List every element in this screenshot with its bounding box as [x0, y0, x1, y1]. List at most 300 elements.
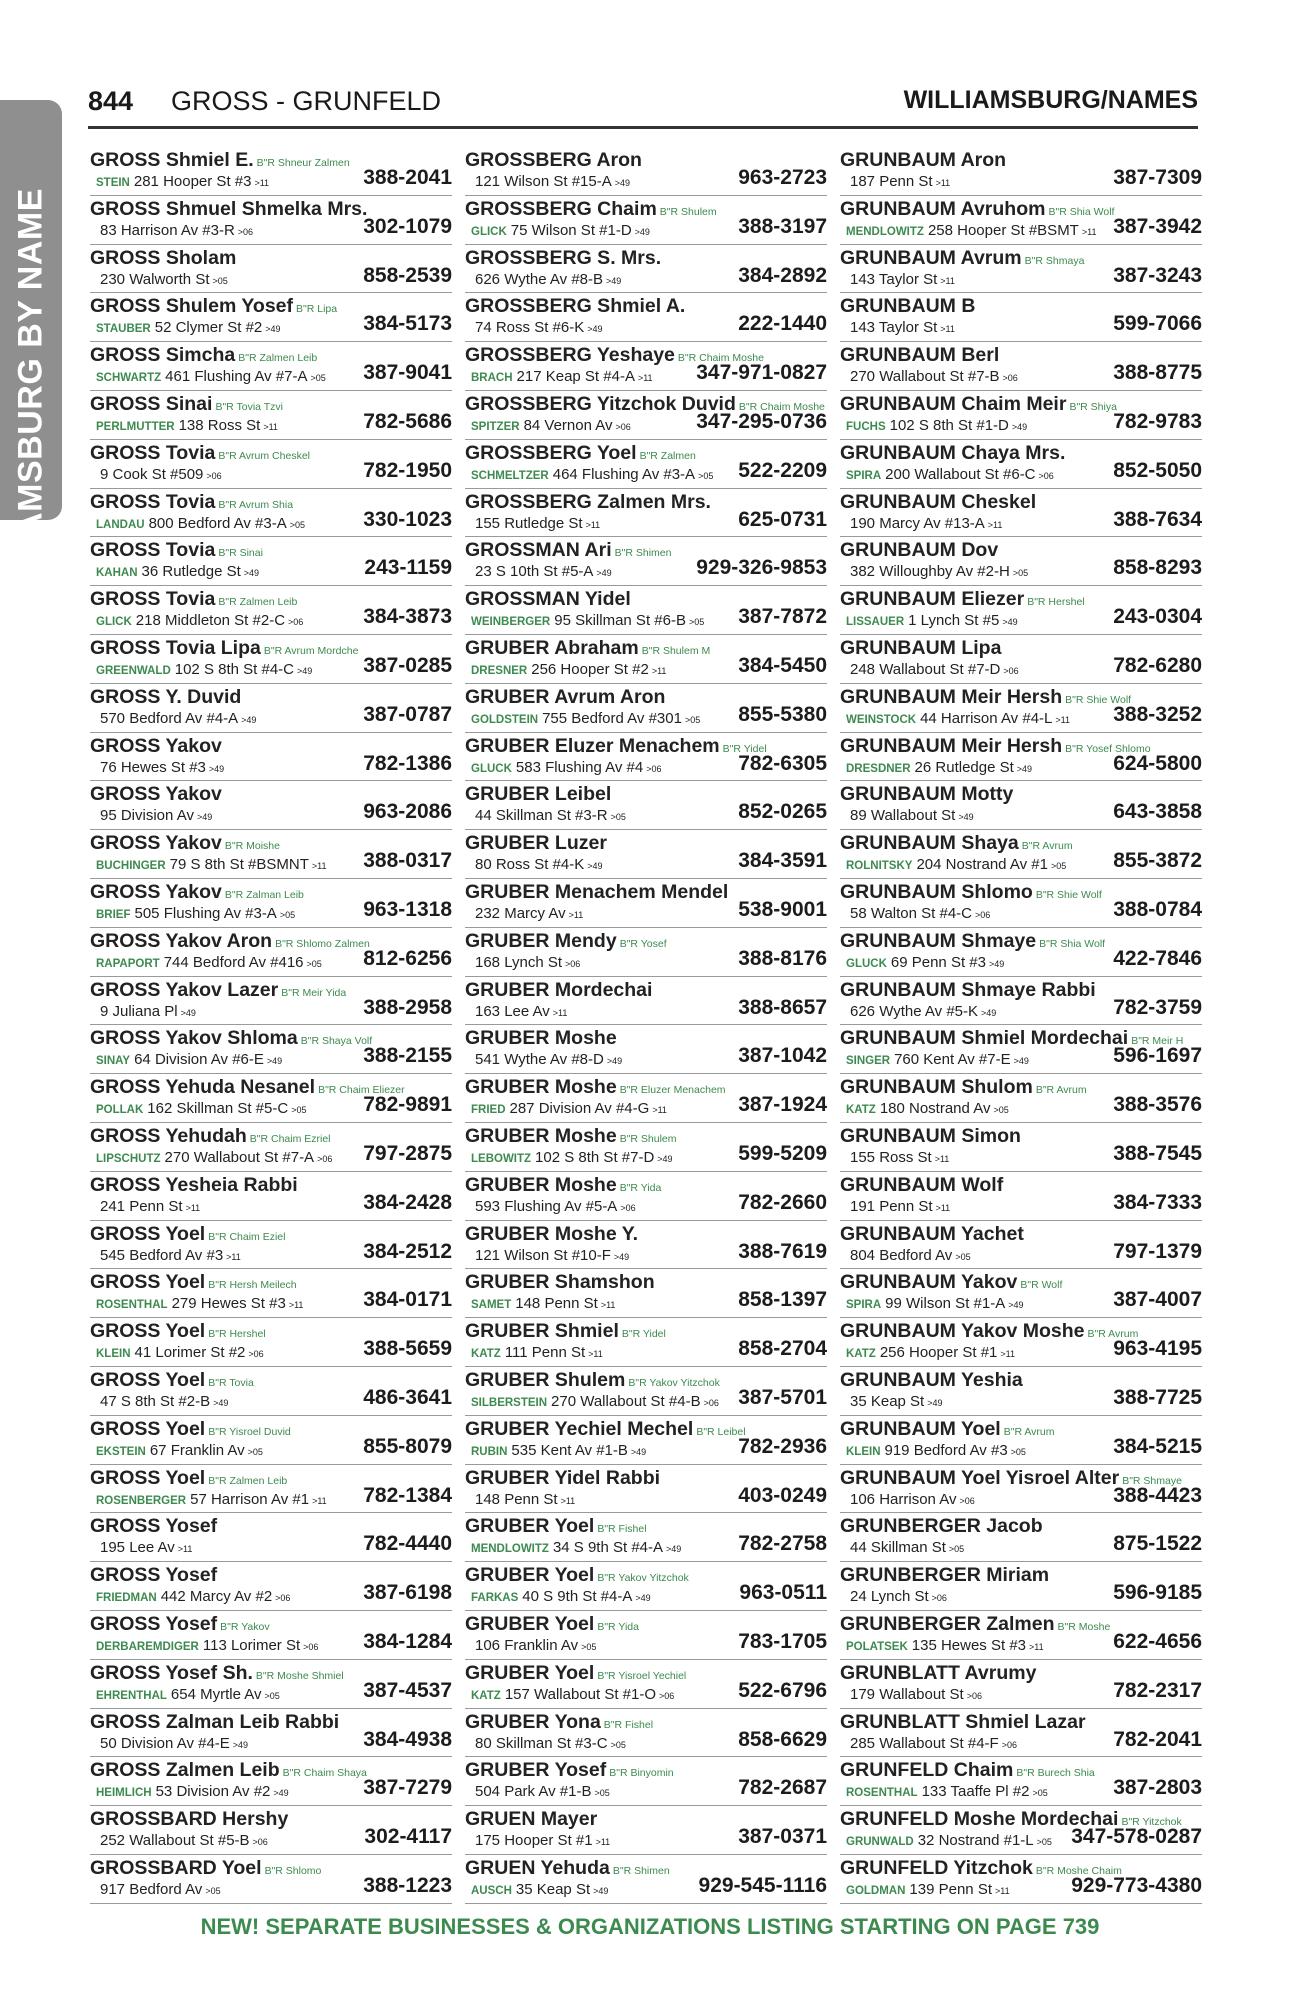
- entry-heading: [840, 393, 1117, 416]
- listing-entry: [90, 1513, 452, 1562]
- entry-zip: >06: [1002, 373, 1018, 384]
- entry-address: 217 Keap St #4-A: [516, 368, 635, 386]
- listing-entry: [465, 1123, 827, 1172]
- entry-address: 74 Ross St #6-K: [475, 319, 585, 337]
- entry-name: GRUBER Yechiel Mechel: [465, 1417, 694, 1440]
- entry-address-line: [96, 1832, 268, 1849]
- listing-entry: [90, 1611, 452, 1660]
- entry-name: GROSS Shulem Yosef: [90, 295, 293, 318]
- entry-name: GROSS Yehuda Nesanel: [90, 1076, 316, 1099]
- entry-zip: >11: [226, 1251, 241, 1262]
- entry-address-line: [846, 1588, 947, 1605]
- listing-entry: [840, 1513, 1202, 1562]
- listing-entry: [465, 1855, 827, 1904]
- entry-heading: [90, 1320, 266, 1343]
- entry-phone: 596-9185: [1113, 1581, 1202, 1605]
- entry-phone: 782-2041: [1113, 1727, 1202, 1751]
- entry-heading: [90, 247, 239, 270]
- entry-name: GRUNBAUM Lipa: [840, 636, 1002, 659]
- entry-zip: >49: [265, 324, 281, 335]
- entry-heading: [465, 1467, 663, 1490]
- entry-phone: 522-2209: [738, 458, 827, 482]
- entry-surname: GRUNWALD: [846, 1836, 914, 1849]
- entry-relation: B"R Shmaya: [1024, 254, 1085, 267]
- entry-name: GRUNBAUM B: [840, 295, 976, 318]
- entry-heading: [90, 686, 244, 709]
- entry-phone: 388-7634: [1113, 507, 1202, 531]
- entry-address: 76 Hewes St #3: [100, 758, 206, 776]
- entry-address-line: [471, 1198, 636, 1215]
- entry-address-line: [846, 1491, 975, 1508]
- entry-address-line: [846, 417, 1027, 434]
- entry-heading: [90, 1515, 220, 1538]
- entry-address: 382 Willoughby Av #2-H: [850, 563, 1010, 581]
- entry-zip: >49: [634, 226, 650, 237]
- entry-address: 179 Wallabout St: [850, 1685, 964, 1703]
- entry-name: GRUBER Yoel: [465, 1515, 595, 1538]
- entry-phone: 782-5686: [363, 409, 452, 433]
- entry-address: 570 Bedford Av #4-A: [100, 709, 239, 727]
- entry-address-line: [96, 222, 253, 239]
- entry-heading: [465, 1418, 746, 1441]
- entry-surname: FUCHS: [846, 420, 886, 433]
- entry-phone: 387-4007: [1113, 1288, 1202, 1312]
- entry-name: GROSS Yoel: [90, 1320, 206, 1343]
- entry-phone: 243-0304: [1113, 605, 1202, 629]
- entry-zip: >11: [552, 1007, 568, 1018]
- entry-relation: B"R Shimen: [614, 547, 672, 560]
- entry-heading: [840, 1515, 1046, 1538]
- entry-relation: B"R Yosef Shlomo: [1065, 742, 1151, 755]
- listing-entry: [465, 928, 827, 977]
- entry-surname: SPIRA: [846, 469, 882, 482]
- entry-name: GRUNFELD Chaim: [840, 1759, 1014, 1782]
- listing-entry: [90, 1855, 452, 1904]
- entry-zip: >06: [975, 909, 991, 920]
- entry-address-line: [471, 759, 662, 776]
- entry-phone: 782-3759: [1113, 995, 1202, 1019]
- entry-address: 919 Bedford Av #3: [884, 1441, 1008, 1459]
- entry-heading: [465, 1808, 600, 1831]
- entry-phone: 387-3942: [1113, 214, 1202, 238]
- entry-address-line: [846, 319, 955, 336]
- listing-entry: [840, 1757, 1202, 1806]
- entry-name: GRUNBLATT Shmiel Lazar: [840, 1710, 1086, 1733]
- entry-zip: >06: [646, 763, 662, 774]
- entry-phone: 302-1079: [363, 214, 452, 238]
- entry-heading: [840, 198, 1114, 221]
- entry-relation: B"R Chaim Ezriel: [249, 1132, 331, 1145]
- entry-phone: 388-3252: [1113, 702, 1202, 726]
- entry-phone: 388-8657: [738, 995, 827, 1019]
- entry-heading: [840, 1271, 1062, 1294]
- listing-entry: [465, 684, 827, 733]
- entry-address: 505 Flushing Av #3-A: [134, 904, 277, 922]
- entry-relation: B"R Avrum: [1003, 1425, 1055, 1438]
- entry-zip: >06: [1001, 1739, 1017, 1750]
- entry-phone: 388-5659: [363, 1337, 452, 1361]
- entry-relation: B"R Yakov: [220, 1620, 270, 1633]
- entry-address-line: [96, 759, 224, 776]
- entry-phone: 782-4440: [363, 1532, 452, 1556]
- entry-address-line: [96, 1003, 196, 1020]
- entry-phone: 782-1384: [363, 1483, 452, 1507]
- entry-name: GROSSBERG S. Mrs.: [465, 246, 662, 269]
- listing-entry: [840, 1074, 1202, 1123]
- entry-relation: B"R Chaim Eliezer: [318, 1084, 405, 1097]
- entry-zip: >11: [935, 1202, 951, 1213]
- entry-phone: 387-6198: [363, 1581, 452, 1605]
- entry-address: 626 Wythe Av #8-B: [475, 270, 603, 288]
- entry-address-line: [846, 368, 1018, 385]
- entry-address: 256 Hooper St #2: [531, 660, 649, 678]
- entry-address-line: [846, 1003, 996, 1020]
- entry-surname: KATZ: [846, 1348, 876, 1361]
- section-title: GROSS - GRUNFELD: [171, 86, 442, 116]
- entry-address-line: [471, 368, 653, 385]
- entry-relation: B"R Avrum Mordche: [263, 644, 359, 657]
- listing-entry: [90, 1123, 452, 1172]
- entry-phone: 388-7725: [1113, 1385, 1202, 1409]
- entry-zip: >05: [594, 1788, 610, 1799]
- entry-address: 593 Flushing Av #5-A: [475, 1197, 618, 1215]
- entry-heading: [465, 1369, 720, 1392]
- listing-entry: [90, 977, 452, 1026]
- entry-address: 84 Vernon Av: [523, 416, 613, 434]
- entry-phone: 855-5380: [738, 702, 827, 726]
- entry-surname: GREENWALD: [96, 664, 171, 677]
- entry-name: GROSSBARD Hershy: [90, 1808, 289, 1831]
- entry-name: GRUBER Yona: [465, 1710, 601, 1733]
- entry-name: GRUBER Yidel Rabbi: [465, 1466, 661, 1489]
- entry-address-line: [846, 515, 1002, 532]
- entry-name: GRUEN Yehuda: [465, 1856, 610, 1879]
- entry-zip: >49: [958, 812, 974, 823]
- entry-heading: [465, 637, 710, 660]
- listing-entry: [90, 733, 452, 782]
- entry-relation: B"R Meir H: [1131, 1035, 1184, 1048]
- entry-address-line: [96, 1491, 327, 1508]
- entry-zip: >06: [248, 1349, 264, 1360]
- entry-relation: B"R Hershel: [208, 1328, 266, 1341]
- entry-phone: 388-2958: [363, 995, 452, 1019]
- entry-relation: B"R Shlomo Zalmen: [275, 937, 370, 950]
- entry-zip: >11: [263, 421, 278, 432]
- entry-surname: KATZ: [471, 1689, 501, 1702]
- entry-address: 190 Marcy Av #13-A: [850, 514, 985, 532]
- entry-relation: B"R Yakov Yitzchok: [628, 1376, 720, 1389]
- entry-zip: >05: [212, 275, 228, 286]
- entry-name: GROSS Zalmen Leib: [90, 1759, 280, 1782]
- entry-name: GROSS Tovia: [90, 539, 216, 562]
- entry-zip: >11: [568, 909, 584, 920]
- entry-name: GRUNBAUM Yachet: [840, 1222, 1024, 1245]
- entry-relation: B"R Yitzchok: [1121, 1816, 1182, 1829]
- entry-zip: >06: [275, 1593, 291, 1604]
- entry-address: 241 Penn St: [100, 1197, 183, 1215]
- footer-notice: NEW! SEPARATE BUSINESSES & ORGANIZATIONS LISTING STARTING ON PAGE 739: [200, 1914, 1100, 1939]
- entry-address-line: [96, 1393, 228, 1410]
- entry-zip: >06: [317, 1153, 333, 1164]
- entry-phone: 384-2428: [363, 1190, 452, 1214]
- entry-surname: KLEIN: [96, 1348, 131, 1361]
- entry-name: GRUNBAUM Yoel: [840, 1417, 1001, 1440]
- entry-surname: MENDLOWITZ: [846, 225, 924, 238]
- entry-relation: B"R Moshe Chaim: [1035, 1864, 1122, 1877]
- entry-name: GRUNBAUM Avruhom: [840, 197, 1046, 220]
- listing-entry: [90, 1172, 452, 1221]
- entry-relation: B"R Zalmen Leib: [238, 352, 318, 365]
- entry-surname: KLEIN: [846, 1445, 881, 1458]
- entry-zip: >06: [237, 226, 254, 237]
- listing-entry: [840, 977, 1202, 1026]
- entry-phone: 782-2687: [738, 1776, 827, 1800]
- entry-relation: B"R Zalmen Leib: [208, 1474, 288, 1487]
- entry-address: 47 S 8th St #2-B: [100, 1392, 211, 1410]
- entry-phone: 963-2086: [363, 800, 452, 824]
- entry-phone: 347-971-0827: [696, 361, 827, 385]
- listing-entry: [465, 1416, 827, 1465]
- entry-phone: 384-4938: [363, 1727, 452, 1751]
- entry-address: 50 Division Av #4-E: [100, 1734, 230, 1752]
- entry-address-line: [471, 1588, 651, 1605]
- entry-name: GRUNBAUM Cheskel: [840, 490, 1037, 513]
- entry-address-line: [471, 612, 704, 629]
- entry-phone: 388-8775: [1113, 361, 1202, 385]
- entry-address: 64 Division Av #6-E: [134, 1051, 264, 1069]
- entry-address: 9 Juliana Pl: [100, 1002, 178, 1020]
- listing-entry: [90, 1806, 452, 1855]
- entry-phone: 782-1386: [363, 751, 452, 775]
- entry-zip: >11: [595, 1837, 611, 1848]
- entry-zip: >05: [581, 1641, 597, 1652]
- entry-zip: >49: [1013, 1056, 1029, 1067]
- entry-name: GROSS Yoel: [90, 1466, 206, 1489]
- entry-phone: 387-4537: [363, 1678, 452, 1702]
- entry-phone: 522-6796: [738, 1678, 827, 1702]
- entry-zip: >11: [934, 1153, 950, 1164]
- entry-zip: >11: [935, 178, 951, 188]
- entry-name: GROSSMAN Ari: [465, 539, 612, 562]
- entry-address: 89 Wallabout St: [850, 807, 956, 825]
- entry-zip: >11: [588, 1349, 603, 1360]
- entry-name: GRUNBAUM Shmaye: [840, 929, 1037, 952]
- entry-heading: [465, 1564, 689, 1587]
- entry-address: 148 Penn St: [475, 1490, 558, 1508]
- entry-heading: [90, 930, 370, 953]
- listing-entry: [840, 489, 1202, 538]
- entry-heading: [465, 295, 688, 318]
- entry-address-line: [471, 1735, 626, 1752]
- entry-surname: SPIRA: [846, 1299, 882, 1312]
- entry-address-line: [96, 1637, 318, 1654]
- listing-entry: [465, 879, 827, 928]
- entry-zip: >05: [279, 909, 296, 920]
- entry-name: GROSS Yoel: [90, 1417, 206, 1440]
- entry-address-line: [846, 856, 1066, 873]
- entry-surname: RUBIN: [471, 1445, 508, 1458]
- entry-phone: 388-8176: [738, 946, 827, 970]
- entry-address: 24 Lynch St: [850, 1588, 929, 1606]
- entry-phone: 797-1379: [1113, 1239, 1202, 1263]
- listing-entry: [840, 684, 1202, 733]
- entry-address: 102 S 8th St #7-D: [535, 1148, 655, 1166]
- entry-phone: 852-5050: [1113, 458, 1202, 482]
- entry-relation: B"R Sinai: [218, 547, 263, 560]
- entry-phone: 388-2041: [363, 166, 452, 189]
- entry-relation: B"R Shia Wolf: [1039, 937, 1106, 950]
- entry-heading: [465, 979, 655, 1002]
- entry-address-line: [846, 466, 1054, 483]
- entry-name: GROSS Shmuel Shmelka Mrs.: [90, 197, 368, 220]
- entry-phone: 387-7309: [1113, 166, 1202, 189]
- entry-heading: [90, 588, 297, 611]
- entry-name: GRUNBAUM Berl: [840, 344, 1000, 367]
- entry-zip: >11: [585, 519, 601, 530]
- entry-relation: B"R Wolf: [1020, 1279, 1063, 1292]
- entry-phone: 403-0249: [738, 1483, 827, 1507]
- entry-heading: [840, 1223, 1027, 1246]
- listing-entry: [90, 1318, 452, 1367]
- entry-relation: B"R Tovia: [208, 1376, 254, 1389]
- entry-surname: PERLMUTTER: [96, 420, 175, 433]
- entry-name: GRUBER Yoel: [465, 1612, 595, 1635]
- entry-address: 200 Wallabout St #6-C: [885, 465, 1036, 483]
- entry-heading: [465, 1076, 726, 1099]
- entry-address: 41 Lorimer St #2: [134, 1344, 246, 1362]
- listing-entry: [840, 1562, 1202, 1611]
- entry-surname: BRIEF: [96, 908, 131, 921]
- entry-name: GROSSBERG Zalmen Mrs.: [465, 490, 711, 513]
- entry-heading: [840, 930, 1105, 953]
- entry-surname: FRIEDMAN: [96, 1592, 157, 1605]
- entry-address-line: [471, 515, 600, 532]
- entry-phone: 858-2704: [738, 1337, 827, 1361]
- entry-zip: >11: [177, 1544, 193, 1555]
- entry-address-line: [471, 1100, 667, 1117]
- entry-heading: [840, 1711, 1089, 1734]
- entry-zip: >11: [560, 1495, 576, 1506]
- listing-entry: [465, 1465, 827, 1514]
- entry-address-line: [846, 1735, 1017, 1752]
- entry-name: GROSS Simcha: [90, 344, 236, 367]
- entry-heading: [90, 491, 293, 514]
- entry-phone: 387-7279: [363, 1776, 452, 1800]
- entry-name: GRUNBAUM Meir Hersh: [840, 685, 1063, 708]
- entry-zip: >05: [698, 470, 714, 481]
- listing-entry: [465, 1074, 827, 1123]
- entry-surname: SCHMELTZER: [471, 469, 549, 482]
- entry-name: GROSSBERG Aron: [465, 149, 642, 171]
- entry-relation: B"R Avrum Cheskel: [218, 449, 310, 462]
- entry-phone: 929-773-4380: [1071, 1873, 1202, 1897]
- entry-address: 75 Wilson St #1-D: [510, 221, 632, 239]
- entry-heading: [90, 1467, 287, 1490]
- entry-heading: [465, 1271, 658, 1294]
- entry-address-line: [846, 759, 1032, 776]
- entry-address: 917 Bedford Av: [100, 1880, 203, 1898]
- entry-phone: 330-1023: [363, 507, 452, 531]
- entry-surname: GLICK: [471, 225, 507, 238]
- entry-address: 80 Skillman St #3-C: [475, 1734, 608, 1752]
- entry-zip: >06: [1038, 470, 1054, 481]
- entry-name: GROSS Yosef: [90, 1612, 218, 1635]
- entry-address: 204 Nostrand Av #1: [916, 856, 1048, 874]
- entry-surname: LEBOWITZ: [471, 1152, 532, 1165]
- entry-relation: B"R Eluzer Menachem: [619, 1084, 726, 1097]
- entry-phone: 782-2317: [1113, 1678, 1202, 1702]
- entry-address-line: [471, 710, 700, 727]
- entry-heading: [840, 1564, 1052, 1587]
- entry-address-line: [846, 271, 955, 288]
- entry-address-line: [846, 1832, 1052, 1849]
- entry-surname: FARKAS: [471, 1592, 519, 1605]
- entry-address: 139 Penn St: [909, 1880, 992, 1898]
- entry-zip: >06: [703, 1397, 719, 1408]
- entry-heading: [90, 1076, 405, 1099]
- entry-heading: [90, 832, 280, 855]
- entry-name: GRUBER Moshe Y.: [465, 1222, 639, 1245]
- entry-name: GRUBER Yosef: [465, 1759, 607, 1782]
- entry-relation: B"R Moshe Shmiel: [255, 1669, 344, 1682]
- entry-address-line: [846, 1686, 982, 1703]
- entry-name: GROSSBERG Chaim: [465, 197, 657, 220]
- region-title: WILLIAMSBURG/NAMES: [903, 86, 1198, 114]
- entry-phone: 599-7066: [1113, 312, 1202, 336]
- entry-address-line: [846, 1051, 1029, 1068]
- listing-entry: [90, 489, 452, 538]
- entry-zip: >49: [593, 1885, 609, 1896]
- entry-phone: 387-0285: [363, 653, 452, 677]
- entry-name: GRUBER Abraham: [465, 636, 639, 659]
- entry-surname: EHRENTHAL: [96, 1689, 167, 1702]
- entry-address: 113 Lorimer St: [202, 1636, 301, 1654]
- entry-address-line: [846, 1100, 1009, 1117]
- listing-entry: [90, 928, 452, 977]
- entry-heading: [90, 149, 350, 172]
- entry-address-line: [471, 173, 630, 190]
- listing-entry: [90, 245, 452, 294]
- listing-entry: [840, 391, 1202, 440]
- listing-entry: [840, 635, 1202, 684]
- entry-address: 218 Middleton St #2-C: [135, 612, 286, 630]
- entry-name: GROSS Sholam: [90, 246, 237, 269]
- entry-relation: B"R Moishe: [224, 840, 280, 853]
- entry-relation: B"R Shaya Volf: [300, 1035, 373, 1048]
- entry-address-line: [846, 1637, 1044, 1654]
- entry-surname: GOLDMAN: [846, 1884, 906, 1897]
- entry-surname: DRESNER: [471, 664, 528, 677]
- listing-entry: [90, 1025, 452, 1074]
- listing-entry: [90, 1709, 452, 1758]
- entry-relation: B"R Avrum Shia: [218, 498, 294, 511]
- entry-address-line: [846, 954, 1004, 971]
- entry-heading: [465, 930, 667, 953]
- entry-heading: [90, 1223, 285, 1246]
- listing-entry: [840, 586, 1202, 635]
- entry-phone: 858-1397: [738, 1288, 827, 1312]
- entry-address: 143 Taylor St: [850, 319, 938, 337]
- entry-name: GROSS Yakov: [90, 734, 222, 757]
- entry-heading: [840, 295, 978, 318]
- entry-zip: >06: [620, 1202, 636, 1213]
- entry-zip: >05: [955, 1251, 971, 1262]
- entry-heading: [840, 1125, 1024, 1148]
- entry-heading: [840, 539, 1001, 562]
- entry-phone: 963-1318: [363, 897, 452, 921]
- entry-relation: B"R Yakov Yitzchok: [597, 1572, 689, 1585]
- entry-zip: >06: [966, 1690, 982, 1701]
